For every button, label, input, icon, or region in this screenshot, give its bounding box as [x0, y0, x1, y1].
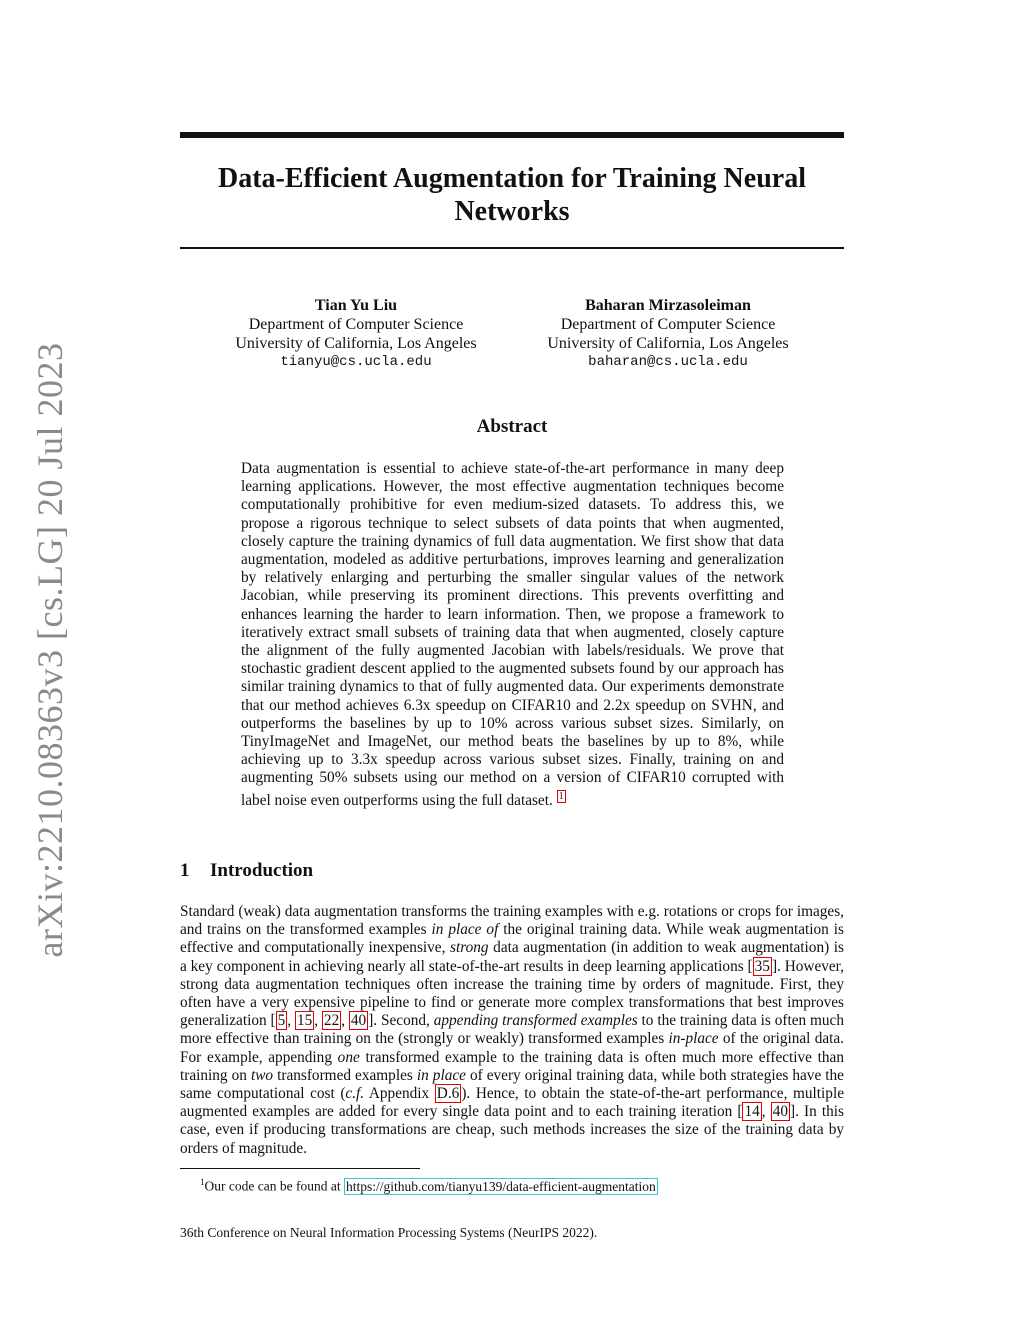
author-email[interactable]: baharan@cs.ucla.edu: [588, 354, 748, 370]
text-run: Standard (weak) data augmentation transforms the training examples with e.g. rotations or crops for images, and trains on the transformed examples: [180, 903, 844, 939]
text-run: ]. Second,: [368, 1012, 434, 1030]
venue-note: 36th Conference on Neural Information Processing Systems (NeurIPS 2022).: [180, 1225, 598, 1240]
emphasis: in place of: [431, 921, 499, 939]
footnote-mark: 1: [200, 1177, 205, 1187]
citation-link[interactable]: 35: [754, 957, 770, 975]
text-run: Appendix: [364, 1085, 435, 1103]
separator: ,: [761, 1103, 771, 1121]
separator: ,: [314, 1012, 322, 1030]
author-block-2: [518, 296, 818, 372]
citation-link[interactable]: 40: [350, 1012, 367, 1030]
text-run: to the training data is often much more effective than training on the (strongly or weakly) transformed examples: [180, 1012, 844, 1048]
author-university: University of California, Los Angeles: [547, 335, 789, 352]
emphasis: one: [337, 1048, 360, 1066]
citation-link[interactable]: 22: [323, 1012, 340, 1030]
text-run: transformed example to the training data is often much more effective than training on: [180, 1048, 844, 1084]
emphasis: in place: [416, 1066, 466, 1084]
text-run: data augmentation (in addition to weak augmentation) is a key component in achieving nearly all state-of-the-art results in deep learning applications [: [180, 939, 845, 975]
separator: ,: [287, 1012, 295, 1030]
emphasis: appending transformed examples: [433, 1012, 638, 1030]
paper-title: [180, 162, 844, 228]
author-email[interactable]: tianyu@cs.ucla.edu: [280, 354, 432, 370]
emphasis: c.f.: [345, 1085, 365, 1103]
emphasis: strong: [450, 939, 489, 957]
footnote-link[interactable]: 1: [558, 790, 564, 802]
text-run: of the original data. For example, appending: [180, 1030, 844, 1066]
emphasis: in-place: [668, 1030, 719, 1048]
appendix-link[interactable]: D.6: [436, 1085, 460, 1103]
footnote-rule: [180, 1168, 420, 1169]
introduction-paragraph: [180, 903, 844, 1158]
title-bottom-rule: [180, 247, 844, 249]
text-run: ]. In this case, even if producing transformations are cheap, such methods increases the size of the training data by orders of magnitude.: [180, 1103, 844, 1157]
author-name: Baharan Mirzasoleiman: [585, 297, 751, 314]
section-number: 1: [180, 860, 190, 881]
separator: ,: [341, 1012, 349, 1030]
author-department: Department of Computer Science: [560, 316, 776, 333]
footnote: [200, 1174, 658, 1195]
author-block-1: [206, 296, 506, 372]
paper-title-line-1: Data-Efficient Augmentation for Training Neural: [218, 163, 806, 194]
text-run: ). Hence, to obtain the state-of-the-art performance, multiple augmented examples are added for every single data point and to each training iteration [: [180, 1085, 844, 1121]
title-top-rule: [180, 132, 844, 138]
abstract-heading: Abstract: [476, 416, 548, 437]
author-department: Department of Computer Science: [248, 316, 464, 333]
footnote-text: Our code can be found at: [204, 1178, 344, 1194]
section-heading-introduction: [180, 860, 313, 882]
code-url-link[interactable]: https://github.com/tianyu139/data-efficient-augmentation: [345, 1178, 656, 1194]
citation-link[interactable]: 14: [744, 1103, 760, 1121]
abstract-body: [241, 460, 784, 810]
author-university: University of California, Los Angeles: [235, 335, 477, 352]
text-run: the original training data. While weak augmentation is effective and computationally inexpensive,: [180, 921, 844, 957]
citation-link[interactable]: 5: [277, 1012, 286, 1030]
emphasis: two: [250, 1066, 274, 1084]
text-run: of every original training data, while both strategies have the same computational cost (: [180, 1066, 844, 1103]
paper-title-line-2: Networks: [454, 196, 570, 227]
author-name: Tian Yu Liu: [314, 297, 398, 314]
arxiv-identifier: arXiv:2210.08363v3 [cs.LG] 20 Jul 2023: [30, 342, 70, 958]
citation-link[interactable]: 15: [296, 1012, 313, 1030]
text-run: ]. However, strong data augmentation techniques often increase the training time by orders of magnitude. First, they often have a very expensive pipeline to find or generate more complex transformations that best improves generalization [: [180, 957, 844, 1030]
abstract-text: Data augmentation is essential to achieve state-of-the-art performance in many deep learning applications. However, the most effective augmentation techniques become computationally prohibitive for even medium-sized datasets. To address this, we propose a rigorous technique to select subsets of data points that when augmented, closely capture the training dynamics of full data augmentation. We first show that data augmentation, modeled as additive perturbations, improves learning and generalization by relatively enlarging and perturbing the smaller singular values of the network Jacobian, while preserving its prominent directions. This prevents overfitting and enhances learning the harder to learn information. Then, we propose a framework to iteratively extract small subsets of training data that when augmented, closely capture the alignment of the fully augmented Jacobian with labels/residuals. We prove that stochastic gradient descent applied to the augmented subsets found by our approach has similar training dynamics to that of fully augmented data. Our experiments demonstrate that our method achieves 6.3x speedup on CIFAR10 and 2.2x speedup on SVHN, and outperforms the baselines by up to 10% across various subset sizes. Similarly, on TinyImageNet and ImageNet, our method beats the baselines by up to 8%, while achieving up to 3.3x speedup across various subset sizes. Finally, training on and augmenting 50% subsets using our method on a version of CIFAR10 corrupted with label noise even outperforms using the full dataset.: [241, 460, 784, 809]
section-title: Introduction: [210, 860, 314, 881]
citation-link[interactable]: 40: [772, 1103, 789, 1121]
text-run: transformed examples: [273, 1066, 417, 1084]
